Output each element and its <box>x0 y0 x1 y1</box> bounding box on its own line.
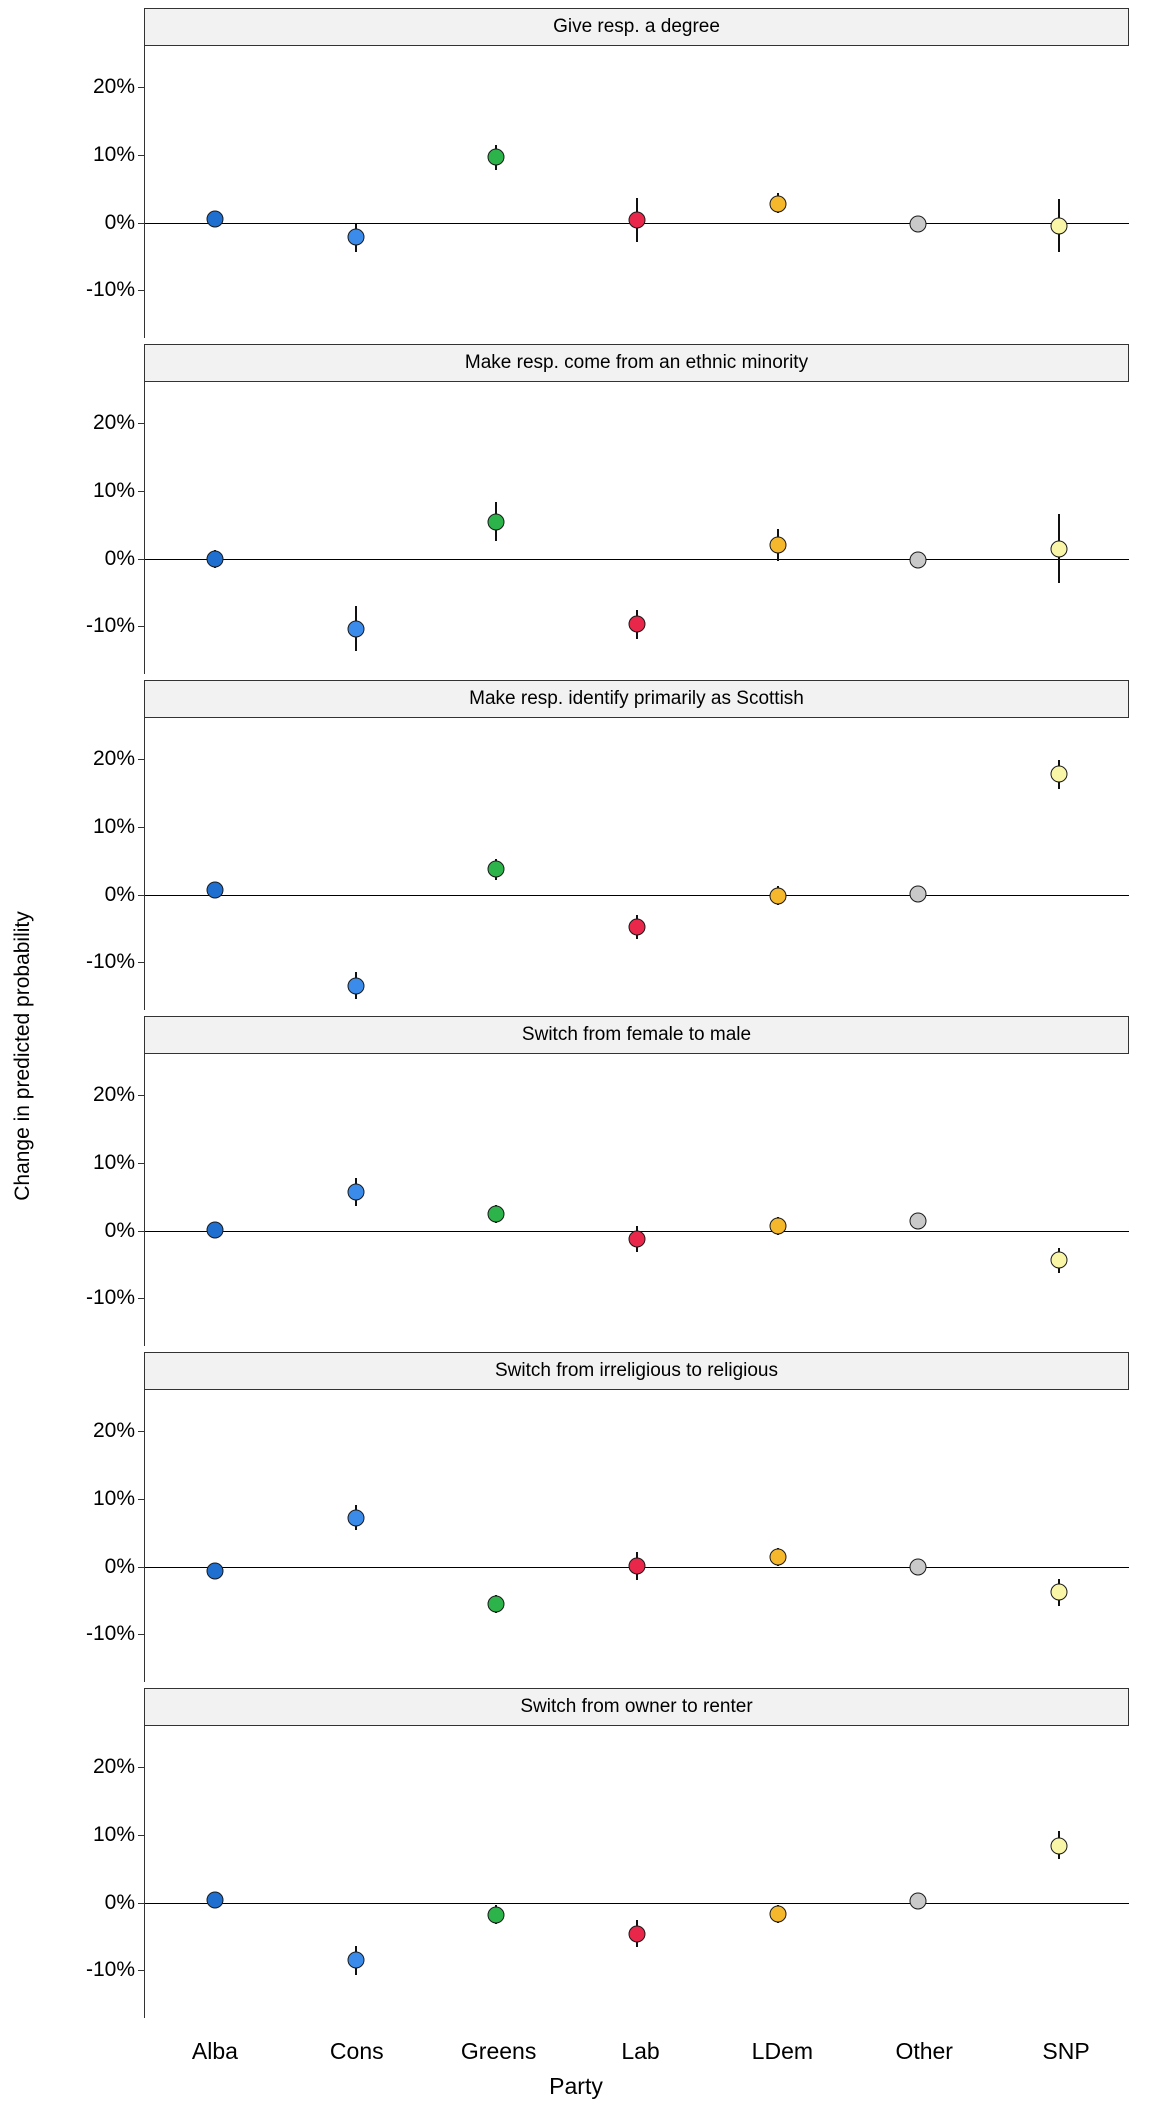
y-tick-label: 0% <box>104 1554 135 1578</box>
plot-inner <box>85 382 1129 674</box>
data-point-ldem <box>769 887 786 904</box>
y-tick-mark <box>138 1835 145 1836</box>
x-tick-label: SNP <box>1042 2038 1090 2064</box>
y-tick-label: 10% <box>92 1486 135 1510</box>
data-point-snp <box>1050 1252 1067 1269</box>
y-tick-mark <box>138 895 145 896</box>
y-tick-mark <box>138 1499 145 1500</box>
y-tick-mark <box>138 1634 145 1635</box>
panel-strip-label: Switch from irreligious to religious <box>144 1352 1129 1390</box>
data-point-lab <box>629 1231 646 1248</box>
y-tick-mark <box>138 626 145 627</box>
data-point-ldem <box>769 1549 786 1566</box>
y-tick-mark <box>138 223 145 224</box>
panel-plot-area <box>85 382 1129 674</box>
y-tick-label: 10% <box>92 1150 135 1174</box>
panel <box>40 8 1144 338</box>
data-point-cons <box>347 977 364 994</box>
data-point-ldem <box>769 195 786 212</box>
y-tick-label: 0% <box>104 882 135 906</box>
panel-plot-area <box>85 1390 1129 1682</box>
y-tick-label: 0% <box>104 210 135 234</box>
panel-strip-label: Make resp. come from an ethnic minority <box>144 344 1129 382</box>
data-point-snp <box>1050 217 1067 234</box>
plot-inner <box>85 718 1129 1010</box>
y-tick-mark <box>138 1095 145 1096</box>
y-tick-mark <box>138 1970 145 1971</box>
panel-plot-area <box>85 1054 1129 1346</box>
y-tick-label: 20% <box>92 74 135 98</box>
y-tick-label: 20% <box>92 410 135 434</box>
data-point-ldem <box>769 1217 786 1234</box>
panel <box>40 1688 1144 2018</box>
panel-strip-label: Give resp. a degree <box>144 8 1129 46</box>
data-point-snp <box>1050 541 1067 558</box>
data-point-other <box>910 1213 927 1230</box>
panel-strip-label: Switch from owner to renter <box>144 1688 1129 1726</box>
y-tick-mark <box>138 423 145 424</box>
y-tick-label: 20% <box>92 1754 135 1778</box>
x-tick-label: LDem <box>751 2038 814 2064</box>
y-tick-label: 10% <box>92 814 135 838</box>
data-point-lab <box>629 211 646 228</box>
panel <box>40 1352 1144 1682</box>
data-point-ldem <box>769 1906 786 1923</box>
data-point-other <box>910 885 927 902</box>
panel <box>40 680 1144 1010</box>
x-tick-label: Cons <box>329 2038 384 2064</box>
y-tick-label: -10% <box>85 1286 135 1310</box>
zero-reference-line <box>145 1903 1129 1904</box>
y-tick-label: 0% <box>104 546 135 570</box>
y-tick-label: 10% <box>92 142 135 166</box>
panel-stack <box>40 8 1144 2024</box>
data-point-lab <box>629 1557 646 1574</box>
x-axis-title: Party <box>549 2073 603 2099</box>
y-tick-mark <box>138 1567 145 1568</box>
panel-plot-area <box>85 46 1129 338</box>
data-point-alba <box>207 1562 224 1579</box>
data-point-greens <box>488 513 505 530</box>
panel-strip-label: Switch from female to male <box>144 1016 1129 1054</box>
x-tick-label: Greens <box>460 2038 537 2064</box>
plot-inner <box>85 1390 1129 1682</box>
x-tick-label: Lab <box>621 2038 660 2064</box>
panel <box>40 344 1144 674</box>
y-tick-mark <box>138 1431 145 1432</box>
data-point-cons <box>347 620 364 637</box>
data-point-greens <box>488 149 505 166</box>
y-tick-label: 0% <box>104 1890 135 1914</box>
data-point-other <box>910 551 927 568</box>
data-point-alba <box>207 551 224 568</box>
y-tick-mark <box>138 559 145 560</box>
data-point-alba <box>207 1221 224 1238</box>
y-tick-mark <box>138 1231 145 1232</box>
data-point-lab <box>629 919 646 936</box>
y-tick-label: -10% <box>85 1958 135 1982</box>
data-point-snp <box>1050 1837 1067 1854</box>
y-tick-label: -10% <box>85 278 135 302</box>
panel <box>40 1016 1144 1346</box>
panel-plot-area <box>85 718 1129 1010</box>
plot-inner <box>85 1726 1129 2018</box>
data-point-alba <box>207 881 224 898</box>
plot-inner <box>85 46 1129 338</box>
y-tick-mark <box>138 1767 145 1768</box>
data-point-ldem <box>769 536 786 553</box>
data-point-other <box>910 1892 927 1909</box>
y-tick-mark <box>138 827 145 828</box>
y-tick-label: -10% <box>85 950 135 974</box>
y-tick-label: 0% <box>104 1218 135 1242</box>
data-point-other <box>910 1559 927 1576</box>
plot-inner <box>85 1054 1129 1346</box>
data-point-cons <box>347 1952 364 1969</box>
y-tick-mark <box>138 1163 145 1164</box>
y-tick-mark <box>138 1903 145 1904</box>
data-point-other <box>910 215 927 232</box>
data-point-cons <box>347 1509 364 1526</box>
data-point-snp <box>1050 1584 1067 1601</box>
y-tick-mark <box>138 491 145 492</box>
y-tick-label: -10% <box>85 1622 135 1646</box>
panel-plot-area <box>85 1726 1129 2018</box>
data-point-lab <box>629 1925 646 1942</box>
data-point-greens <box>488 1206 505 1223</box>
data-point-cons <box>347 229 364 246</box>
data-point-lab <box>629 616 646 633</box>
y-tick-label: 20% <box>92 1082 135 1106</box>
data-point-greens <box>488 1906 505 1923</box>
panel-strip-label: Make resp. identify primarily as Scottish <box>144 680 1129 718</box>
y-tick-label: -10% <box>85 614 135 638</box>
data-point-alba <box>207 1891 224 1908</box>
data-point-cons <box>347 1183 364 1200</box>
y-axis-title: Change in predicted probability <box>11 911 34 1201</box>
y-tick-mark <box>138 1298 145 1299</box>
y-tick-label: 20% <box>92 746 135 770</box>
y-tick-mark <box>138 290 145 291</box>
data-point-greens <box>488 861 505 878</box>
y-tick-mark <box>138 87 145 88</box>
data-point-snp <box>1050 766 1067 783</box>
x-tick-label: Other <box>895 2038 953 2064</box>
data-point-alba <box>207 211 224 228</box>
y-tick-label: 10% <box>92 478 135 502</box>
y-tick-label: 20% <box>92 1418 135 1442</box>
x-axis-ticks <box>144 2038 1137 2068</box>
x-tick-label: Alba <box>191 2038 238 2064</box>
zero-reference-line <box>145 559 1129 560</box>
data-point-greens <box>488 1595 505 1612</box>
y-tick-mark <box>138 155 145 156</box>
y-tick-mark <box>138 759 145 760</box>
zero-reference-line <box>145 895 1129 896</box>
y-tick-label: 10% <box>92 1822 135 1846</box>
y-tick-mark <box>138 962 145 963</box>
